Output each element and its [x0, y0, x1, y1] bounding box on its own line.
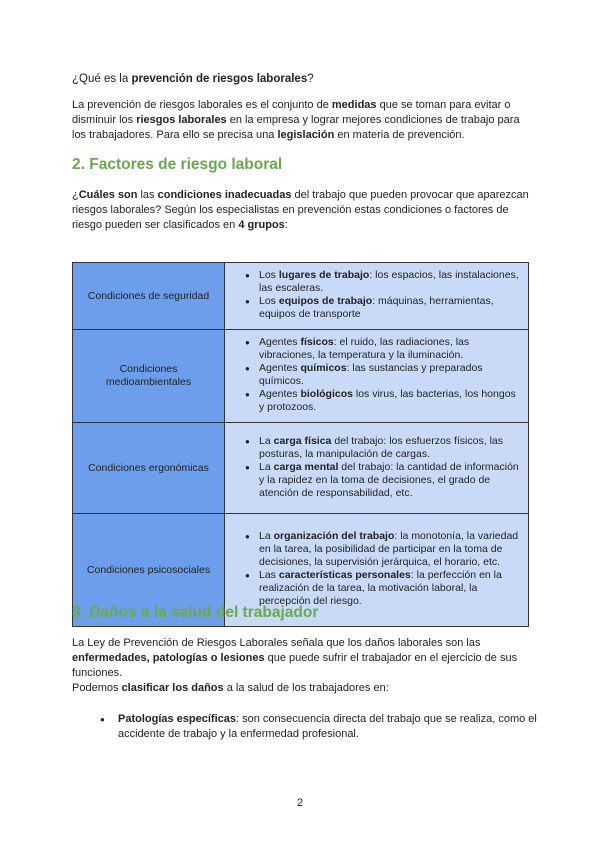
law-paragraph: La Ley de Prevención de Riesgos Laborales señala que los daños laborales son las enfermedades, patologías o lesiones que puede sufrir el trabajador en el ejercicio de sus funciones. — [72, 637, 518, 679]
section-3-heading: 3. Daños a la salud del trabajador — [72, 604, 319, 621]
list-item: ● Agentes biológicos los virus, las bacterias, los hongos y protozoos. — [245, 388, 520, 414]
category-cell: Condiciones de seguridad — [73, 263, 225, 330]
intro-paragraph: La prevención de riesgos laborales es el conjunto de medidas que se toman para evitar o disminuir los riesgos laborales en la empresa y lograr mejores condiciones de trabajo para los trabajadores. Para ello se precisa una legislación en materia de prevención. — [72, 99, 520, 141]
section-3-text — [72, 636, 532, 696]
section-2-paragraph: ¿Cuáles son las condiciones inadecuadas del trabajo que pueden provocar que aparezcan riesgos laborales? Según los especialistas en prevención estas condiciones o factores de riesgo pueden ser clasificados en 4 grupos: — [72, 189, 529, 231]
classify-paragraph: Podemos clasificar los daños a la salud de los trabajadores en: — [72, 682, 389, 694]
description-cell — [225, 423, 529, 514]
description-cell — [225, 330, 529, 423]
question-line: ¿Qué es la prevención de riesgos laborales? — [72, 73, 314, 85]
list-item: ● Los equipos de trabajo: máquinas, herramientas, equipos de transporte — [245, 295, 520, 321]
category-cell: Condiciones medioambientales — [73, 330, 225, 423]
page-number: 2 — [296, 797, 304, 809]
list-item: ● La carga mental del trabajo: la cantidad de información y la rapidez en la toma de decisiones, el grado de atención de responsabilidad, etc. — [245, 461, 520, 500]
list-item: ● Patologías específicas: son consecuencia directa del trabajo que se realiza, como el accidente de trabajo y la enfermedad profesional. — [100, 712, 540, 742]
list-item: ● La organización del trabajo: la monotonía, la variedad en la tarea, la posibilidad de participar en la toma de decisiones, la supervisión jerárquica, el horario, etc. — [245, 530, 520, 569]
list-item: ● Agentes físicos: el ruido, las radiaciones, las vibraciones, la temperatura y la iluminación. — [245, 336, 520, 362]
description-cell — [225, 263, 529, 330]
risk-factors-table — [72, 262, 529, 627]
category-cell: Condiciones ergonómicas — [73, 423, 225, 514]
category-cell: Condiciones psicosociales — [73, 514, 225, 627]
table-row — [73, 263, 529, 330]
list-item: ● La carga física del trabajo: los esfuerzos físicos, las posturas, la manipulación de cargas. — [245, 435, 520, 461]
table-row — [73, 423, 529, 514]
list-item: ● Las características personales: la perfección en la realización de la tarea, la motivación laboral, la percepción del riesgo. — [245, 569, 520, 608]
table-row — [73, 330, 529, 423]
list-item: ● Los lugares de trabajo: los espacios, las instalaciones, las escaleras. — [245, 269, 520, 295]
section-2-heading: 2. Factores de riesgo laboral — [72, 156, 283, 173]
list-item: ● Agentes químicos: las sustancias y preparados químicos. — [245, 362, 520, 388]
damages-list — [88, 712, 540, 742]
